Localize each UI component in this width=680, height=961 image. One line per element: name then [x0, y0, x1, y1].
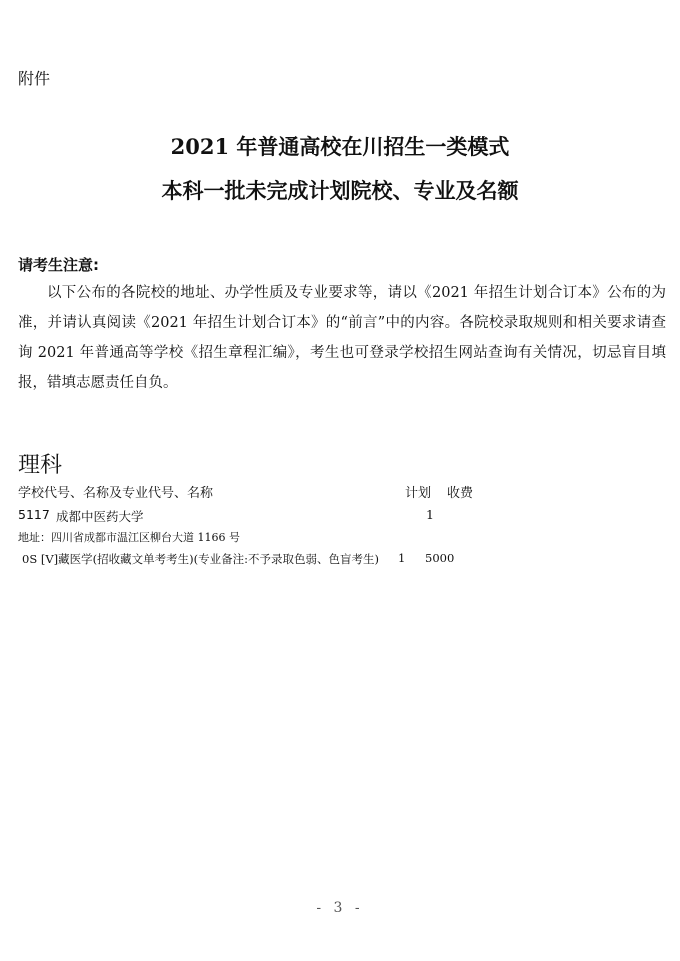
page-number: - 3 -: [316, 900, 364, 916]
notice-paragraph: [18, 278, 666, 398]
major-description: 0S [V]藏医学(招收藏文单考考生)(专业备注:不予录取色弱、色盲考生): [22, 552, 379, 566]
school-code: 5117: [18, 507, 50, 522]
header-fee: 收费: [447, 486, 474, 501]
section-title: 理科: [18, 453, 63, 478]
document-title-line-1: 2021 年普通高校在川招生一类模式: [170, 134, 510, 159]
document-title-line-2: 本科一批未完成计划院校、专业及名额: [161, 178, 519, 203]
attachment-label: 附件: [18, 69, 51, 88]
header-plan: 计划: [405, 486, 432, 501]
major-fee: 5000: [425, 551, 455, 565]
school-plan: 1: [426, 507, 434, 522]
notice-body: 以下公布的各院校的地址、办学性质及专业要求等，请以《2021 年招生计划合订本》公布的为准，并请认真阅读《2021 年招生计划合订本》的“前言”中的内容。各院校录取规则和相关要求请查询 2021 年普通高等学校《招生章程汇编》，考生也可登录学校招生网站查询有关情况，切忌盲目填报，错填志愿责任自负。: [18, 285, 666, 391]
header-school-major: 学校代号、名称及专业代号、名称: [18, 486, 214, 501]
notice-heading: 请考生注意:: [18, 256, 99, 274]
major-plan: 1: [398, 551, 406, 565]
school-address: 地址：四川省成都市温江区柳台大道 1166 号: [18, 531, 240, 544]
school-name: 成都中医药大学: [56, 509, 144, 524]
